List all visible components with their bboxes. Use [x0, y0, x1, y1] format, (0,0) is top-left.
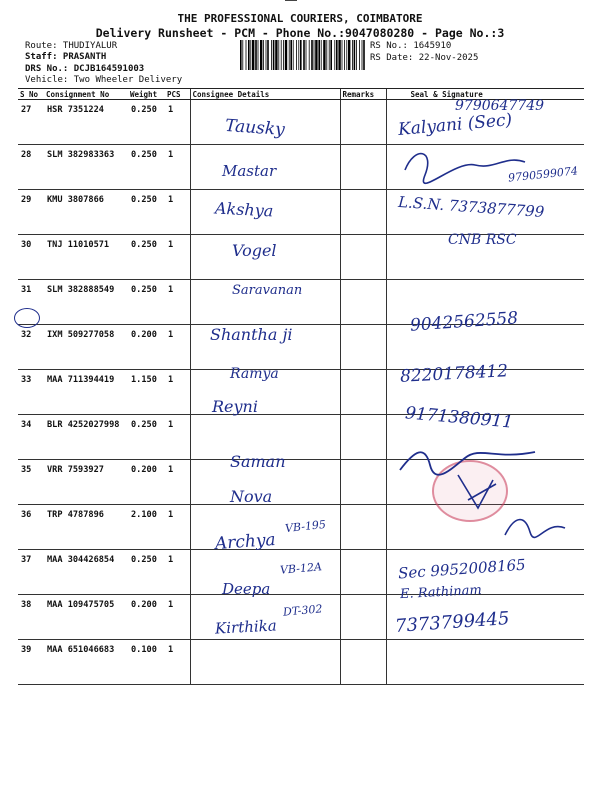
cell-consignment: TRP 4787896 — [44, 505, 128, 550]
hand-signature: 9790647749 — [455, 98, 545, 114]
cell-remarks — [340, 235, 386, 280]
cell-sno: 35 — [18, 460, 44, 505]
cell-consignment: SLM 382983363 — [44, 145, 128, 190]
hand-name: Akshya — [214, 198, 274, 221]
hand-name: Vogel — [232, 241, 277, 260]
barcode — [240, 40, 366, 70]
cell-weight: 0.250 — [128, 280, 165, 325]
table-row — [18, 640, 584, 685]
barcode-bar — [281, 40, 282, 70]
cell-weight: 0.250 — [128, 235, 165, 280]
cell-weight: 2.100 — [128, 505, 165, 550]
hand-name: Shantha ji — [210, 325, 293, 344]
hand-unit-note: DT-302 — [282, 602, 323, 619]
barcode-bar — [271, 40, 272, 70]
barcode-bar — [336, 40, 338, 70]
barcode-bar — [263, 40, 264, 70]
barcode-bar — [290, 40, 292, 70]
signature-scribble — [500, 510, 570, 540]
barcode-bar — [348, 40, 350, 70]
barcode-bar — [346, 40, 347, 70]
barcode-bar — [314, 40, 315, 70]
cell-remarks — [340, 595, 386, 640]
cell-pcs: 1 — [165, 325, 190, 370]
barcode-bar — [300, 40, 302, 70]
barcode-bar — [363, 40, 365, 70]
cell-pcs: 1 — [165, 550, 190, 595]
hand-name: Mastar — [222, 162, 277, 180]
cell-pcs: 1 — [165, 280, 190, 325]
cell-remarks — [340, 100, 386, 145]
hand-signature: 9171380911 — [404, 403, 514, 433]
barcode-bar — [334, 40, 335, 70]
hand-name: Kirthika — [214, 616, 278, 638]
signature-scribble — [395, 140, 575, 185]
cell-remarks — [340, 370, 386, 415]
barcode-bar — [306, 40, 307, 70]
hand-signature: 7373799445 — [394, 608, 511, 637]
cell-remarks — [340, 325, 386, 370]
cell-pcs: 1 — [165, 100, 190, 145]
cell-sno: 34 — [18, 415, 44, 460]
cell-consignment: MAA 651046683 — [44, 640, 128, 685]
barcode-bar — [252, 40, 254, 70]
cell-sno: 31 — [18, 280, 44, 325]
cell-signature — [386, 640, 584, 685]
vehicle-label: Vehicle: Two Wheeler Delivery — [25, 75, 183, 85]
cell-consignment: MAA 304426854 — [44, 550, 128, 595]
barcode-bar — [344, 40, 345, 70]
cell-consignment: IXM 509277058 — [44, 325, 128, 370]
cell-weight: 0.250 — [128, 415, 165, 460]
row-32-circle-mark — [14, 308, 40, 328]
hand-name: Nova — [230, 487, 273, 506]
cell-sno: 36 — [18, 505, 44, 550]
barcode-bar — [260, 40, 262, 70]
barcode-bar — [354, 40, 356, 70]
hand-signature: CNB RSC — [448, 232, 517, 248]
drs-number: DRS No.: DCJB164591003 — [25, 64, 145, 74]
route-label: Route: THUDIYALUR — [25, 41, 118, 51]
cell-consignee — [190, 640, 340, 685]
rs-date: RS Date: 22-Nov-2025 — [370, 53, 479, 63]
cell-weight: 0.100 — [128, 640, 165, 685]
cell-weight: 0.200 — [128, 460, 165, 505]
col-consignee: Consignee Details — [190, 89, 340, 100]
cell-weight: 0.250 — [128, 145, 165, 190]
barcode-bar — [248, 40, 250, 70]
hand-signature: 9042562558 — [409, 308, 519, 336]
cell-pcs: 1 — [165, 505, 190, 550]
barcode-bar — [329, 40, 330, 70]
hand-name: Reyni — [212, 397, 258, 416]
cell-pcs: 1 — [165, 460, 190, 505]
barcode-bar — [283, 40, 284, 70]
barcode-bar — [359, 40, 360, 70]
barcode-bar — [338, 40, 340, 70]
hand-name: Saman — [230, 452, 286, 471]
hand-signature: Kalyani (Sec) — [397, 110, 513, 140]
cell-pcs: 1 — [165, 415, 190, 460]
hand-signature: 9790599074 — [507, 164, 579, 185]
barcode-bar — [258, 40, 259, 70]
barcode-bar — [285, 40, 287, 70]
barcode-bar — [315, 40, 317, 70]
cell-remarks — [340, 505, 386, 550]
cell-pcs: 1 — [165, 640, 190, 685]
hand-name: Ramya — [230, 366, 279, 382]
hand-name: Deepa — [222, 580, 271, 598]
hand-unit-note: VB-12A — [279, 560, 323, 577]
col-signature: Seal & Signature — [386, 89, 584, 100]
hand-name: Tausky — [224, 115, 286, 141]
barcode-bar — [318, 40, 320, 70]
barcode-bar — [273, 40, 275, 70]
signature-scribble — [448, 470, 508, 515]
hand-signature: E. Rathinam — [399, 582, 483, 603]
cell-consignment: HSR 7351224 — [44, 100, 128, 145]
barcode-bar — [240, 40, 242, 70]
hand-signature: 8220178412 — [399, 361, 509, 387]
barcode-bar — [356, 40, 357, 70]
col-sno: S No — [18, 89, 44, 100]
staff-label: Staff: PRASANTH — [25, 52, 107, 62]
cell-remarks — [340, 460, 386, 505]
top-tick-mark — [285, 0, 297, 5]
barcode-bar — [278, 40, 279, 70]
cell-consignment: MAA 109475705 — [44, 595, 128, 640]
runsheet-subtitle: Delivery Runsheet - PCM - Phone No.:9047080280 - Page No.:3 — [95, 26, 505, 40]
barcode-bar — [246, 40, 247, 70]
cell-remarks — [340, 415, 386, 460]
cell-sno: 32 — [18, 325, 44, 370]
cell-sno: 37 — [18, 550, 44, 595]
col-pcs: PCS — [165, 89, 190, 100]
cell-remarks — [340, 640, 386, 685]
cell-remarks — [340, 190, 386, 235]
barcode-bar — [293, 40, 294, 70]
hand-name: Saravanan — [232, 283, 303, 298]
barcode-bar — [296, 40, 297, 70]
hand-signature: Sec 9952008165 — [397, 555, 527, 583]
barcode-bar — [266, 40, 267, 70]
company-title: THE PROFESSIONAL COURIERS, COIMBATORE — [177, 12, 423, 25]
cell-weight: 0.200 — [128, 325, 165, 370]
barcode-bar — [323, 40, 325, 70]
cell-consignment: SLM 382888549 — [44, 280, 128, 325]
cell-pcs: 1 — [165, 595, 190, 640]
barcode-bar — [311, 40, 313, 70]
cell-consignment: MAA 711394419 — [44, 370, 128, 415]
cell-consignment: KMU 3807866 — [44, 190, 128, 235]
cell-pcs: 1 — [165, 235, 190, 280]
barcode-bar — [275, 40, 277, 70]
cell-sno: 29 — [18, 190, 44, 235]
rs-number: RS No.: 1645910 — [370, 41, 452, 51]
cell-pcs: 1 — [165, 370, 190, 415]
cell-consignment: TNJ 11010571 — [44, 235, 128, 280]
cell-remarks — [340, 280, 386, 325]
barcode-bar — [352, 40, 353, 70]
hand-unit-note: VB-195 — [284, 517, 327, 536]
cell-pcs: 1 — [165, 190, 190, 235]
barcode-bar — [342, 40, 343, 70]
barcode-bar — [330, 40, 332, 70]
barcode-bar — [289, 40, 290, 70]
cell-weight: 0.200 — [128, 595, 165, 640]
cell-weight: 0.250 — [128, 100, 165, 145]
cell-sno: 33 — [18, 370, 44, 415]
cell-sno: 27 — [18, 100, 44, 145]
cell-sno: 30 — [18, 235, 44, 280]
hand-name: Archya — [214, 529, 277, 555]
cell-consignment: VRR 7593927 — [44, 460, 128, 505]
barcode-bar — [309, 40, 310, 70]
cell-weight: 0.250 — [128, 190, 165, 235]
hand-signature: L.S.N. 7373877799 — [397, 192, 545, 222]
cell-pcs: 1 — [165, 145, 190, 190]
cell-consignment: BLR 4252027998 — [44, 415, 128, 460]
barcode-bar — [362, 40, 363, 70]
barcode-bar — [298, 40, 299, 70]
cell-sno: 38 — [18, 595, 44, 640]
cell-weight: 0.250 — [128, 550, 165, 595]
barcode-bar — [255, 40, 257, 70]
barcode-bar — [242, 40, 243, 70]
barcode-bar — [321, 40, 322, 70]
cell-remarks — [340, 550, 386, 595]
barcode-bar — [250, 40, 251, 70]
cell-weight: 1.150 — [128, 370, 165, 415]
cell-sno: 39 — [18, 640, 44, 685]
barcode-bar — [303, 40, 305, 70]
barcode-bar — [326, 40, 327, 70]
col-consignment: Consignment No — [44, 89, 128, 100]
col-remarks: Remarks — [340, 89, 386, 100]
cell-sno: 28 — [18, 145, 44, 190]
cell-remarks — [340, 145, 386, 190]
barcode-bar — [267, 40, 269, 70]
col-weight: Weight — [128, 89, 165, 100]
